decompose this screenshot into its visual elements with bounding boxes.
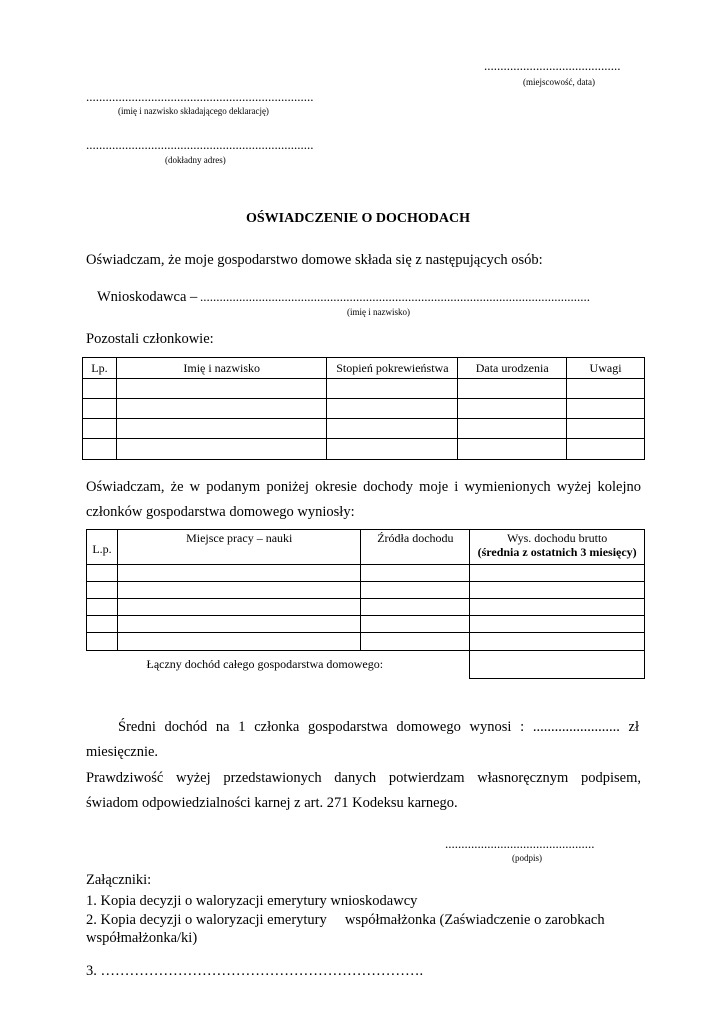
table-cell[interactable] bbox=[567, 419, 645, 439]
income-header-lp bbox=[87, 530, 118, 565]
address-caption: (dokładny adres) bbox=[165, 155, 226, 165]
table-cell[interactable] bbox=[361, 616, 470, 633]
attachment-1: 1. Kopia decyzji o waloryzacji emerytury wnioskodawcy bbox=[86, 893, 418, 909]
page-title: OŚWIADCZENIE O DOCHODACH bbox=[246, 211, 471, 226]
table-cell[interactable] bbox=[361, 582, 470, 599]
members-table bbox=[82, 357, 645, 460]
attachment-2-line2: współmałżonka/ki) bbox=[86, 930, 198, 946]
income-header-amount-note: (średnia z ostatnich 3 miesięcy) bbox=[477, 545, 637, 559]
table-cell[interactable] bbox=[116, 419, 327, 439]
address-dots: ...................................................................... bbox=[86, 137, 314, 152]
members-header-notes: Uwagi bbox=[567, 358, 645, 379]
table-cell[interactable] bbox=[458, 439, 567, 460]
income-header-workplace: Miejsce pracy – nauki bbox=[117, 530, 361, 565]
table-cell[interactable] bbox=[87, 582, 118, 599]
table-cell[interactable] bbox=[567, 379, 645, 399]
table-cell[interactable] bbox=[116, 399, 327, 419]
table-cell[interactable] bbox=[470, 599, 645, 616]
table-cell[interactable] bbox=[87, 633, 118, 651]
household-intro: Oświadczam, że moje gospodarstwo domowe składa się z następujących osób: bbox=[86, 252, 543, 268]
income-header-amount-label: Wys. dochodu brutto bbox=[507, 531, 608, 545]
table-row bbox=[87, 616, 645, 633]
table-cell[interactable] bbox=[83, 399, 117, 419]
truth-statement-line2: świadom odpowiedzialności karnej z art. 271 Kodeksu karnego. bbox=[86, 795, 458, 811]
table-row bbox=[83, 419, 645, 439]
table-cell[interactable] bbox=[458, 419, 567, 439]
members-label: Pozostali członkowie: bbox=[86, 331, 214, 347]
signature-dots: .............................................. bbox=[445, 836, 595, 851]
members-header-row bbox=[83, 358, 645, 379]
declarant-dots: ...................................................................... bbox=[86, 89, 314, 104]
table-cell[interactable] bbox=[458, 399, 567, 419]
table-row bbox=[87, 565, 645, 582]
table-cell[interactable] bbox=[470, 582, 645, 599]
table-cell[interactable] bbox=[87, 599, 118, 616]
income-total-label: Łączny dochód całego gospodarstwa domowego: bbox=[87, 651, 470, 679]
table-cell[interactable] bbox=[361, 599, 470, 616]
applicant-caption: (imię i nazwisko) bbox=[347, 307, 410, 317]
table-cell[interactable] bbox=[470, 616, 645, 633]
table-cell[interactable] bbox=[83, 439, 117, 460]
attachment-3: 3. …………………………………………………………. bbox=[86, 963, 424, 979]
table-cell[interactable] bbox=[87, 565, 118, 582]
table-cell[interactable] bbox=[361, 565, 470, 582]
average-income-line2: miesięcznie. bbox=[86, 744, 159, 760]
declarant-caption: (imię i nazwisko składającego deklarację) bbox=[118, 106, 269, 116]
income-intro-line2: członków gospodarstwa domowego wyniosły: bbox=[86, 504, 355, 520]
income-table bbox=[86, 529, 645, 679]
members-header-lp: Lp. bbox=[83, 358, 117, 379]
table-cell[interactable] bbox=[458, 379, 567, 399]
table-row bbox=[87, 599, 645, 616]
table-cell[interactable] bbox=[117, 616, 361, 633]
table-row bbox=[83, 379, 645, 399]
signature-caption: (podpis) bbox=[512, 853, 542, 863]
income-intro-line1: Oświadczam, że w podanym poniżej okresie dochody moje i wymienionych wyżej kolejno bbox=[86, 479, 641, 495]
members-header-relation: Stopień pokrewieństwa bbox=[327, 358, 458, 379]
table-cell[interactable] bbox=[116, 439, 327, 460]
income-header-lp-text: L.p. bbox=[92, 541, 112, 556]
applicant-dots: ........................................................................................................................ bbox=[200, 289, 590, 304]
attachment-2-line1: 2. Kopia decyzji o waloryzacji emerytury współmałżonka (Zaświadczenie o zarobkach bbox=[86, 912, 605, 928]
table-cell[interactable] bbox=[87, 616, 118, 633]
table-cell[interactable] bbox=[83, 419, 117, 439]
table-cell[interactable] bbox=[470, 633, 645, 651]
table-cell[interactable] bbox=[327, 419, 458, 439]
table-row bbox=[83, 439, 645, 460]
table-cell[interactable] bbox=[117, 582, 361, 599]
table-cell[interactable] bbox=[117, 565, 361, 582]
income-header-source: Źródła dochodu bbox=[361, 530, 470, 565]
table-cell[interactable] bbox=[327, 439, 458, 460]
truth-statement-line1: Prawdziwość wyżej przedstawionych danych potwierdzam własnoręcznym podpisem, bbox=[86, 770, 641, 786]
income-total-row bbox=[87, 651, 645, 679]
income-header-row bbox=[87, 530, 645, 565]
table-row bbox=[83, 399, 645, 419]
applicant-label: Wnioskodawca – bbox=[97, 289, 198, 305]
table-cell[interactable] bbox=[567, 439, 645, 460]
place-date-dots: .......................................... bbox=[484, 58, 621, 73]
table-cell[interactable] bbox=[361, 633, 470, 651]
place-date-caption: (miejscowość, data) bbox=[523, 77, 595, 87]
income-header-amount bbox=[470, 530, 645, 565]
table-cell[interactable] bbox=[117, 633, 361, 651]
table-row bbox=[87, 582, 645, 599]
income-total-cell[interactable] bbox=[470, 651, 645, 679]
members-header-name: Imię i nazwisko bbox=[116, 358, 327, 379]
table-cell[interactable] bbox=[327, 379, 458, 399]
table-cell[interactable] bbox=[117, 599, 361, 616]
members-header-birthdate: Data urodzenia bbox=[458, 358, 567, 379]
table-cell[interactable] bbox=[116, 379, 327, 399]
table-row bbox=[87, 633, 645, 651]
average-income-line1: Średni dochód na 1 członka gospodarstwa domowego wynosi : ........................ zł bbox=[118, 719, 639, 735]
attachments-label: Załączniki: bbox=[86, 872, 152, 888]
table-cell[interactable] bbox=[567, 399, 645, 419]
table-cell[interactable] bbox=[83, 379, 117, 399]
table-cell[interactable] bbox=[470, 565, 645, 582]
table-cell[interactable] bbox=[327, 399, 458, 419]
